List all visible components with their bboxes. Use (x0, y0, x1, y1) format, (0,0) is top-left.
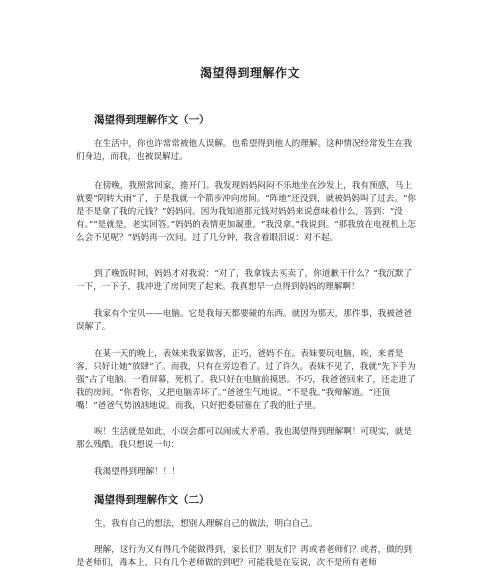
paragraph: 我家有个宝贝——电脑。它是我每天都要碰的东西。就因为那天，那件事，我被爸爸误解了。 (76, 309, 412, 332)
section-heading-2: 渴望得到理解作文（二） (94, 494, 210, 506)
paragraph: 生，我有自己的想法，想别人理解自己的做法，明白自己。 (94, 519, 318, 529)
paragraph: 在傍晚，我照常回家，推开门。我发现妈妈闷闷不乐地坐在沙发上，我有预感，马上就要“阴转大雨”了，于是我就一个箭步冲向房间。“阵地”还没到，就被妈妈叫了过去。“你是不是拿了我的元钱？”妈妈问。因为我知道那元钱对妈妈来说意味着什么，答到：“没有。”“是就是，老实回答。”妈妈的表情更加凝重。“我没拿。”我说到。“那我放在电视机上怎么会不见呢？”妈妈再一次问。过了几分钟，我含着眼泪说：对不起。 (76, 181, 417, 243)
closing-line: 我渴望得到理解！！！ (94, 467, 180, 477)
paragraph: 理解，这行为又有得几个能做得到，家长们？朋友们？再或者老师们？或者，做的到是老师们，毒本上，只有几个老师做的到吧？可能我是在妄说，次不是所有老师 (76, 545, 412, 568)
paragraph: 唉！生活就是如此，小误会都可以闹成大矛盾。我也渴望得到理解啊！可现实，就是那么残酷。我只想说一句： (76, 427, 412, 450)
paragraph: 在某一天的晚上，表妹来我家做客，正巧，爸妈不在。表妹要玩电脑，唉，来者是客，只好让她“放肆”了。而我，只有在旁边看了。过了许久。表妹不见了，我就“先下手为强”占了电脑。一看屏幕，死机了。我只好在电脑前摸思。不巧，我爸爸回来了，还走进了我的房间。“你看你，又把电脑弄坏了。”爸爸生气地说。“不是我。”我辩解道。“还顶嘴！”爸爸气势汹汹地说。而我，只好把委屈塞在了我的肚子里。 (76, 349, 416, 411)
document-title: 渴望得到理解作文 (199, 66, 300, 80)
section-heading-1: 渴望得到理解作文（一） (94, 114, 210, 126)
paragraph: 在生活中，你也许常常被他人误解。也希望得到他人的理解。这种情况经常发生在我们身边，而我，也被误解过。 (76, 139, 412, 162)
paragraph: 到了晚饭时间，妈妈才对我说：“对了，我拿钱去买卖了，你道歉干什么？”我沉默了一下，一下子，我冲进了房间哭了起来。我真想早一点得到妈妈的理解啊！ (76, 269, 413, 292)
